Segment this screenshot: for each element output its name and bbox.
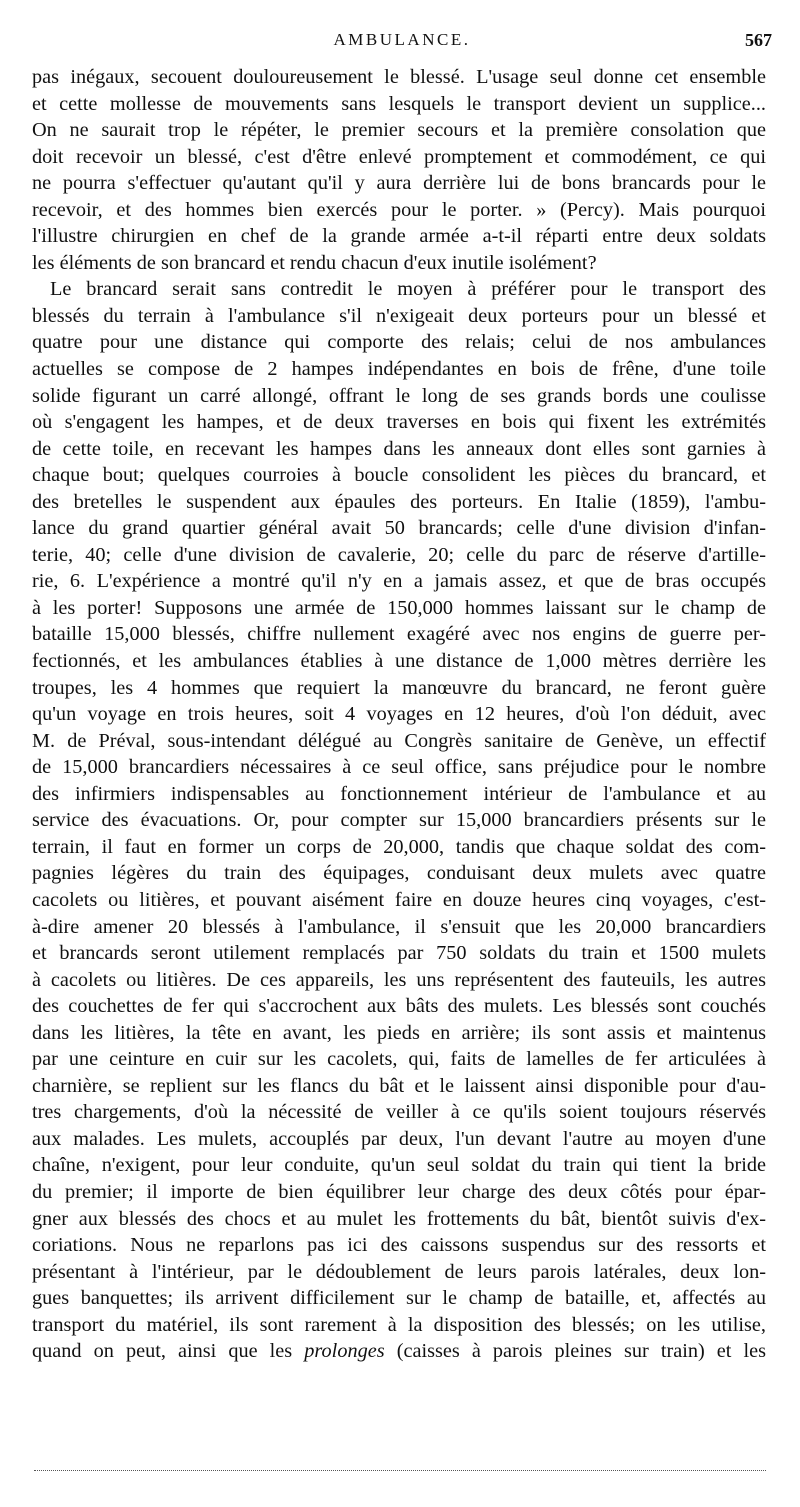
text-line: fectionnés, et les ambulances établies à une distance de 1,000 mètres derrière les <box>32 650 766 673</box>
text-line: par une ceinture en cuir sur les cacolets, qui, faits de lamelles de fer articulées à <box>32 1048 766 1071</box>
text-line: rie, 6. L'expérience a montré qu'il n'y en a jamais assez, et que de bras occupés <box>32 570 766 593</box>
text-line: quatre pour une distance qui comporte des relais; celui de nos ambulances <box>32 331 766 354</box>
text-line: qu'un voyage en trois heures, soit 4 voyages en 12 heures, d'où l'on déduit, avec <box>32 703 766 726</box>
text-line: terrain, il faut en former un corps de 20,000, tandis que chaque soldat des com- <box>32 835 766 858</box>
text-line: pas inégaux, secouent douloureusement le blessé. L'usage seul donne cet ensemble <box>32 66 766 88</box>
text-line: des bretelles le suspendent aux épaules des porteurs. En Italie (1859), l'ambu- <box>32 490 766 513</box>
text-line: M. de Préval, sous-intendant délégué au Congrès sanitaire de Genève, un effectif <box>32 729 766 752</box>
text-line: des couchettes de fer qui s'accrochent aux bâts des mulets. Les blessés sont couchés <box>32 995 766 1018</box>
text-line: et cette mollesse de mouvements sans lesquels le transport devient un supplice... <box>32 92 766 115</box>
text-line: troupes, les 4 hommes que requiert la manœuvre du brancard, ne feront guère <box>32 676 766 699</box>
text-segment: quand on peut, ainsi que les <box>32 1340 305 1363</box>
text-line: aux malades. Les mulets, accouplés par deux, l'un devant l'autre au moyen d'une <box>32 1127 766 1150</box>
text-line: bataille 15,000 blessés, chiffre nullement exagéré avec nos engins de guerre per- <box>32 623 766 646</box>
footer-dotted-rule <box>34 1470 766 1471</box>
text-line: à-dire amener 20 blessés à l'ambulance, il s'ensuit que les 20,000 brancardiers <box>32 915 766 938</box>
text-line: à les porter! Supposons une armée de 150,000 hommes laissant sur le champ de <box>32 596 766 619</box>
text-line: de 15,000 brancardiers nécessaires à ce seul office, sans préjudice pour le nombre <box>32 756 766 779</box>
text-line: à cacolets ou litières. De ces appareils, les uns représentent des fauteuils, les autres <box>32 968 766 991</box>
text-line: lance du grand quartier général avait 50 brancards; celle d'une division d'infan- <box>32 517 766 540</box>
text-line: doit recevoir un blessé, c'est d'être enlevé promptement et commodément, ce qui <box>32 145 766 168</box>
text-line: l'illustre chirurgien en chef de la grande armée a-t-il réparti entre deux soldats <box>32 225 766 248</box>
text-line: On ne saurait trop le répéter, le premier secours et la première consolation que <box>32 119 766 142</box>
text-line: gner aux blessés des chocs et au mulet les frottements du bât, bientôt suivis d'ex- <box>32 1207 766 1230</box>
text-line: et brancards seront utilement remplacés par 750 soldats du train et 1500 mulets <box>32 942 766 965</box>
text-line: dans les litières, la tête en avant, les pieds en arrière; ils sont assis et maintenus <box>32 1021 766 1044</box>
text-line: chaque bout; quelques courroies à boucle consolident les pièces du brancard, et <box>32 464 766 487</box>
text-line: blessés du terrain à l'ambulance s'il n'exigeait deux porteurs pour un blessé et <box>32 304 766 327</box>
italic-term: prolonges <box>304 1340 385 1363</box>
text-line: présentant à l'intérieur, par le dédoublement de leurs parois latérales, deux lon- <box>32 1260 766 1283</box>
text-line: ne pourra s'effectuer qu'autant qu'il y aura derrière lui de bons brancards pour le <box>32 172 766 195</box>
text-line: charnière, se replient sur les flancs du bât et le laissent ainsi disponible pour d'au- <box>32 1074 766 1097</box>
text-line: coriations. Nous ne reparlons pas ici des caissons suspendus sur des ressorts et <box>32 1234 766 1257</box>
text-line: chaîne, n'exigent, pour leur conduite, qu'un seul soldat du train qui tient la bride <box>32 1154 766 1177</box>
text-line: pagnies légères du train des équipages, conduisant deux mulets avec quatre <box>32 862 766 885</box>
text-line-final <box>32 1338 766 1365</box>
text-line: service des évacuations. Or, pour compter sur 15,000 brancardiers présents sur le <box>32 809 766 832</box>
page-number: 567 <box>745 30 772 50</box>
text-segment: (caisses à parois pleines sur train) et les <box>384 1340 766 1363</box>
text-line: des infirmiers indispensables au fonctionnement intérieur de l'ambulance et au <box>32 782 766 805</box>
text-line: actuelles se compose de 2 hampes indépendantes en bois de frêne, d'une toile <box>32 358 766 381</box>
running-head <box>32 30 772 58</box>
text-line: où s'engagent les hampes, et de deux traverses en bois qui fixent les extrémités <box>32 411 766 434</box>
text-line: de cette toile, en recevant les hampes dans les anneaux dont elles sont garnies à <box>32 437 766 460</box>
text-line: cacolets ou litières, et pouvant aisément faire en douze heures cinq voyages, c'est- <box>32 888 766 911</box>
body-text <box>32 64 766 1365</box>
text-line: gues banquettes; ils arrivent difficilement sur le champ de bataille, et, affectés au <box>32 1287 766 1310</box>
text-line: les éléments de son brancard et rendu chacun d'eux inutile isolément? <box>32 251 597 274</box>
text-line: solide figurant un carré allongé, offrant le long de ses grands bords une coulisse <box>32 384 766 407</box>
text-line: Le brancard serait sans contredit le moyen à préférer pour le transport des <box>50 278 766 301</box>
text-line: recevoir, et des hommes bien exercés pour le porter. » (Percy). Mais pourquoi <box>32 198 766 221</box>
running-title: AMBULANCE. <box>333 30 471 49</box>
text-line: tres chargements, d'où la nécessité de veiller à ce qu'ils soient toujours réservés <box>32 1101 766 1124</box>
text-line: terie, 40; celle d'une division de cavalerie, 20; celle du parc de réserve d'artille- <box>32 543 766 566</box>
text-line: transport du matériel, ils sont rarement à la disposition des blessés; on les utilise, <box>32 1313 766 1336</box>
text-line: du premier; il importe de bien équilibrer leur charge des deux côtés pour épar- <box>32 1180 766 1203</box>
